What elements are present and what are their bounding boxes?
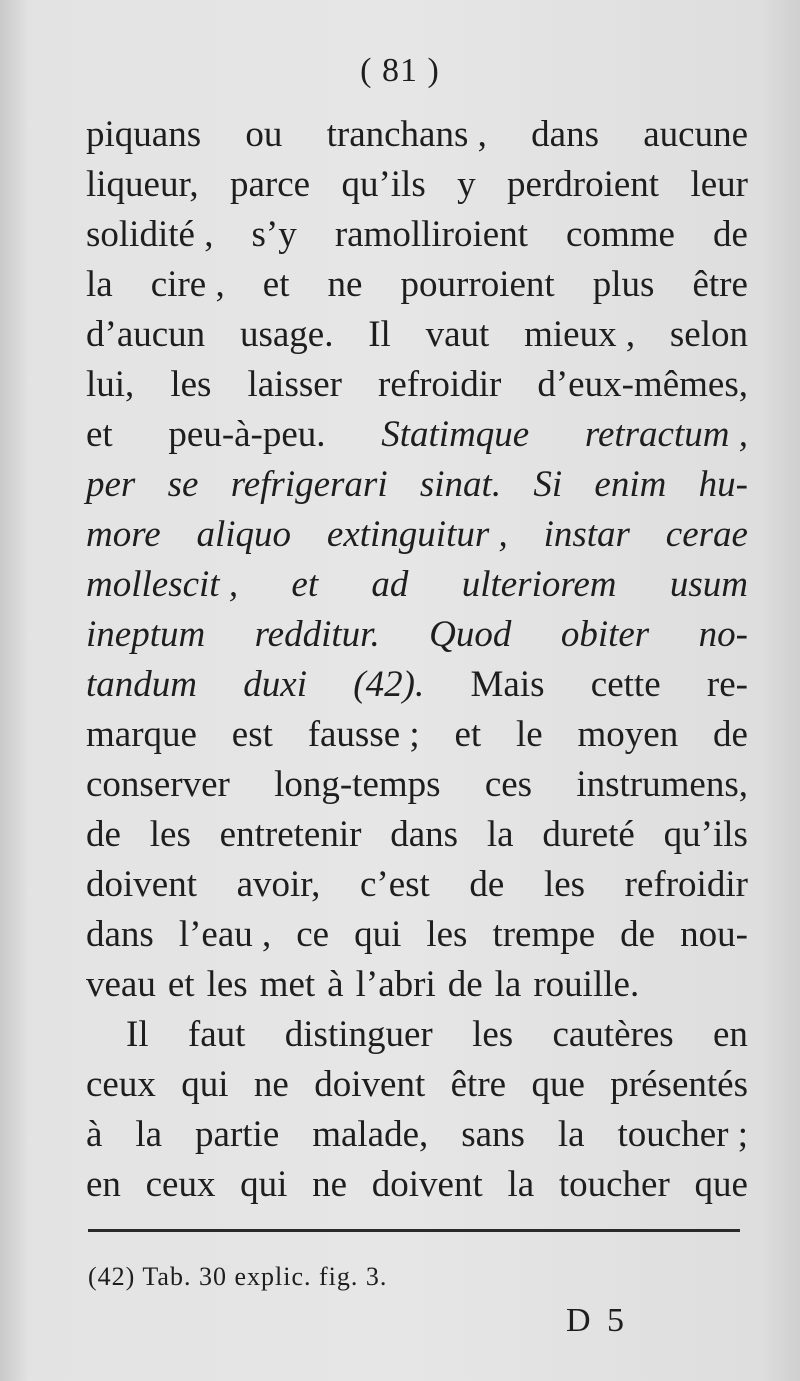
word: ces	[484, 764, 533, 805]
word: de	[713, 714, 748, 755]
text-line-10	[86, 560, 748, 610]
word: et	[86, 414, 113, 455]
word: Mais	[470, 664, 545, 705]
word: refroidir	[378, 364, 502, 405]
word: instrumens,	[576, 764, 748, 805]
word: est	[231, 714, 273, 755]
word-italic: ad	[371, 564, 409, 605]
word: ne	[253, 1064, 289, 1105]
word: moyen	[577, 714, 679, 755]
text-line-14	[86, 760, 748, 810]
word: ne	[312, 1164, 348, 1205]
word: partie	[195, 1114, 280, 1155]
word: laisser	[247, 364, 343, 405]
text-line-3	[86, 210, 748, 260]
page-number: ( 81 )	[360, 52, 440, 89]
word: l’eau ,	[178, 914, 272, 955]
word-italic: extinguitur ,	[326, 514, 508, 555]
word: pourroient	[400, 264, 555, 305]
word: de	[713, 214, 748, 255]
word-italic: more	[86, 514, 161, 555]
word-italic: aliquo	[196, 514, 292, 555]
word-italic: per	[86, 464, 136, 505]
word: ou	[245, 114, 283, 155]
word: le	[516, 714, 543, 755]
word: la	[135, 1114, 163, 1155]
footnote-divider	[88, 1229, 740, 1232]
word: toucher ;	[617, 1114, 748, 1155]
word: toucher	[558, 1164, 670, 1205]
word: la	[494, 964, 522, 1005]
word: la	[486, 814, 514, 855]
word: avoir,	[236, 864, 321, 905]
word: présentés	[610, 1064, 748, 1105]
word: l’abri	[355, 964, 436, 1005]
word: la	[507, 1164, 535, 1205]
word: en	[713, 1014, 748, 1055]
word: usage.	[239, 314, 334, 355]
word: de	[86, 814, 121, 855]
word: dureté	[542, 814, 635, 855]
word: les	[426, 914, 468, 955]
text-line-21	[86, 1110, 748, 1160]
word: qu’ils	[663, 814, 748, 855]
word: peu-à-peu.	[168, 414, 326, 455]
word: être	[450, 1064, 507, 1105]
word: la	[557, 1114, 585, 1155]
word: ceux	[86, 1064, 156, 1105]
word: la	[86, 264, 113, 305]
word: doivent	[371, 1164, 483, 1205]
text-line-20	[86, 1060, 748, 1110]
word-italic: Si	[533, 464, 563, 505]
word-italic: retractum ,	[584, 414, 748, 455]
word: re-	[706, 664, 748, 705]
word: doivent	[314, 1064, 426, 1105]
word: et	[167, 964, 195, 1005]
word-italic: mollescit ,	[86, 564, 239, 605]
word: comme	[566, 214, 675, 255]
body-text	[86, 110, 748, 1210]
word: conserver	[86, 764, 230, 805]
word: marque	[86, 714, 197, 755]
word-italic: Quod	[429, 614, 512, 655]
text-line-12	[86, 660, 748, 710]
word: les	[149, 814, 191, 855]
word-italic: ulteriorem	[461, 564, 617, 605]
word-italic: sinat.	[419, 464, 502, 505]
word: que	[531, 1064, 585, 1105]
text-line-15	[86, 810, 748, 860]
footnote-reference: (42).	[353, 664, 425, 705]
word: vaut	[425, 314, 490, 355]
word: piquans	[86, 114, 202, 155]
word: les	[472, 1014, 514, 1055]
text-line-19	[86, 1010, 748, 1060]
word: Il	[368, 314, 391, 355]
word: malade,	[312, 1114, 429, 1155]
word: liqueur,	[86, 164, 199, 205]
word: dans	[86, 914, 154, 955]
text-line-5	[86, 310, 748, 360]
word: de	[620, 914, 656, 955]
word-italic: duxi	[243, 664, 307, 705]
word: long-temps	[274, 764, 441, 805]
word-italic: enim	[594, 464, 667, 505]
word: de	[469, 864, 505, 905]
text-line-16	[86, 860, 748, 910]
word: nou-	[680, 914, 748, 955]
word: cette	[590, 664, 661, 705]
word: lui,	[86, 364, 135, 405]
word: ne	[327, 264, 363, 305]
word: distinguer	[284, 1014, 433, 1055]
word: et	[454, 714, 482, 755]
word: en	[86, 1164, 121, 1205]
word-italic: usum	[669, 564, 748, 605]
word-italic: cerae	[665, 514, 748, 555]
word: s’y	[251, 214, 297, 255]
word-italic: se	[167, 464, 199, 505]
text-line-13	[86, 710, 748, 760]
word-italic: ineptum	[86, 614, 206, 655]
word: faut	[187, 1014, 246, 1055]
word: trempe	[492, 914, 596, 955]
word: tranchans ,	[326, 114, 487, 155]
word: aucune	[643, 114, 748, 155]
word: refroidir	[624, 864, 748, 905]
word: c’est	[359, 864, 430, 905]
word: dans	[531, 114, 599, 155]
word: leur	[690, 164, 748, 205]
text-line-22	[86, 1160, 748, 1210]
word: plus	[592, 264, 655, 305]
word: qui	[240, 1164, 288, 1205]
word: de	[447, 964, 483, 1005]
word-italic: no-	[698, 614, 748, 655]
word-italic: tandum	[86, 664, 197, 705]
word: d’aucun	[86, 314, 206, 355]
footnote: (42) Tab. 30 explic. fig. 3.	[88, 1262, 388, 1291]
word: les	[543, 864, 586, 905]
text-line-4	[86, 260, 748, 310]
word-italic: Statimque	[381, 414, 530, 455]
word: selon	[669, 314, 748, 355]
word: solidité ,	[86, 214, 214, 255]
word: les	[170, 364, 212, 405]
word: ramolliroient	[334, 214, 528, 255]
word: les	[206, 964, 248, 1005]
text-line-7	[86, 410, 748, 460]
signature-mark: D 5	[566, 1302, 629, 1339]
word: qui	[181, 1064, 229, 1105]
word: veau	[86, 964, 156, 1005]
word: qui	[354, 914, 402, 955]
word-italic: redditur.	[254, 614, 380, 655]
word: parce	[229, 164, 311, 205]
word-italic: refrigerari	[230, 464, 388, 505]
word: dans	[390, 814, 459, 855]
word: à	[86, 1114, 103, 1155]
word: cire ,	[150, 264, 225, 305]
word: mieux ,	[524, 314, 636, 355]
word: sans	[461, 1114, 525, 1155]
word-italic: et	[291, 564, 319, 605]
word: cautères	[552, 1014, 674, 1055]
text-line-6	[86, 360, 748, 410]
word: et	[262, 264, 290, 305]
text-line-17	[86, 910, 748, 960]
word: doivent	[86, 864, 197, 905]
word-italic: instar	[543, 514, 630, 555]
text-line-9	[86, 510, 748, 560]
word: ceux	[145, 1164, 216, 1205]
word-italic: hu-	[698, 464, 748, 505]
text-line-1	[86, 110, 748, 160]
word: d’eux-mêmes,	[537, 364, 748, 405]
word: met	[259, 964, 316, 1005]
text-line-18	[86, 960, 748, 1010]
word: que	[694, 1164, 748, 1205]
text-line-8	[86, 460, 748, 510]
word: perdroient	[507, 164, 660, 205]
word: Il	[126, 1014, 149, 1055]
word: rouille.	[533, 964, 640, 1005]
word: à	[327, 964, 344, 1005]
word: entretenir	[219, 814, 362, 855]
text-line-11	[86, 610, 748, 660]
word: ce	[296, 914, 330, 955]
word: être	[692, 264, 748, 305]
word-italic: obiter	[560, 614, 650, 655]
text-line-2	[86, 160, 748, 210]
word: y	[457, 164, 476, 205]
word: fausse ;	[307, 714, 420, 755]
word: qu’ils	[341, 164, 426, 205]
